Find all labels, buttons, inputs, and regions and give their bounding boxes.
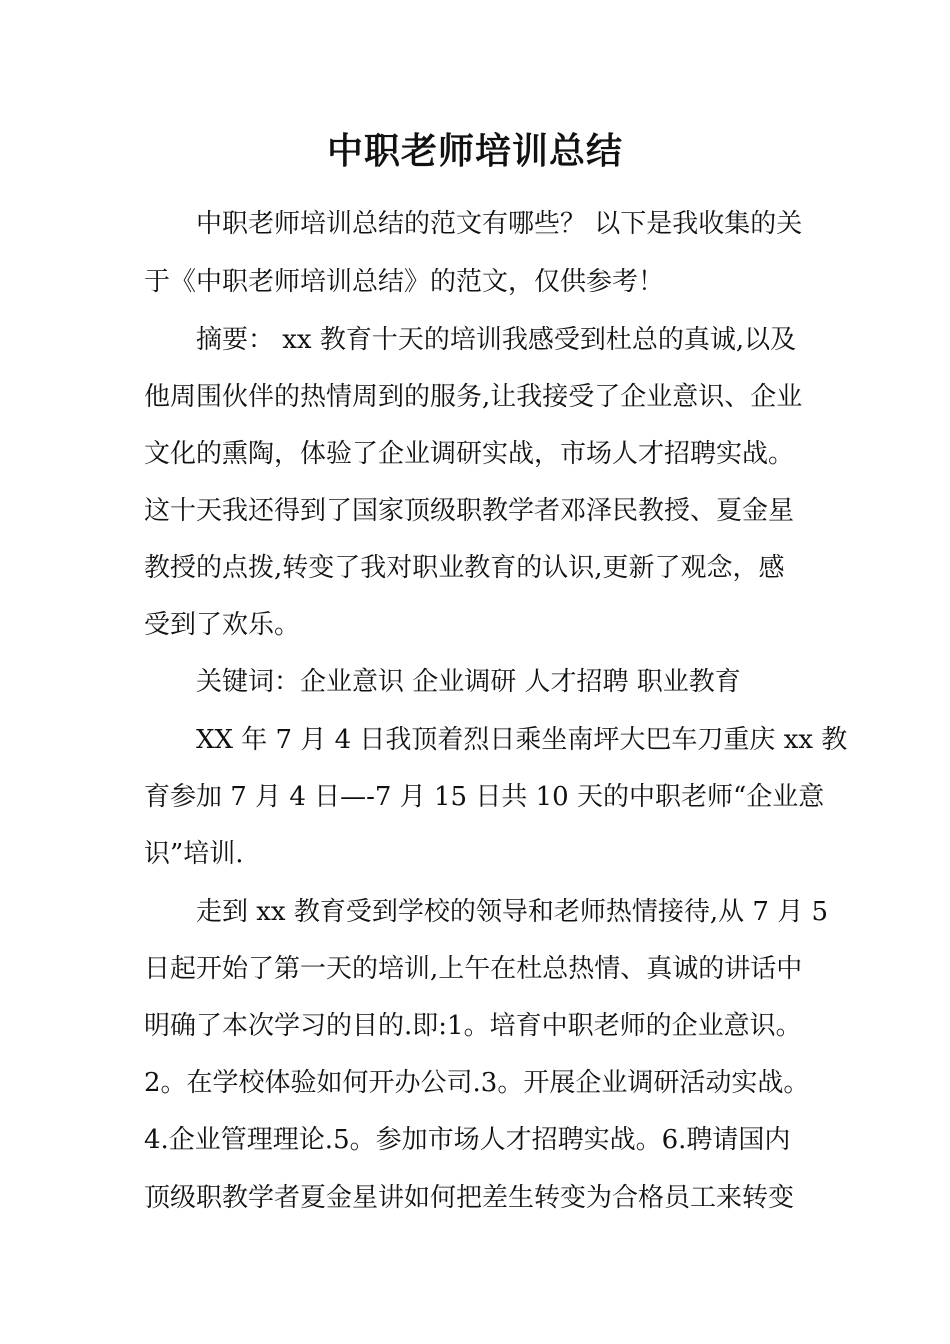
paragraph-line: 摘要： xx 教育十天的培训我感受到杜总的真诚,以及 (196, 325, 797, 355)
keywords-line: 关键词：企业意识 企业调研 人才招聘 职业教育 (196, 667, 741, 697)
paragraph-line: 文化的熏陶，体验了企业调研实战，市场人才招聘实战。 (144, 439, 795, 469)
paragraph-line: 育参加 7 月 4 日—-7 月 15 日共 10 天的中职老师“企业意 (144, 782, 825, 812)
paragraph-line: 受到了欢乐。 (144, 610, 301, 640)
paragraph-line: 走到 xx 教育受到学校的领导和老师热情接待,从 7 月 5 (196, 897, 828, 927)
paragraph-line: 他周围伙伴的热情周到的服务,让我接受了企业意识、企业 (144, 382, 803, 412)
paragraph-line: 识”培训. (144, 839, 244, 869)
paragraph-line: 中职老师培训总结的范文有哪些？ 以下是我收集的关 (196, 209, 803, 239)
paragraph-line: 4.企业管理理论.5。参加市场人才招聘实战。6.聘请国内 (144, 1125, 791, 1155)
document-title: 中职老师培训总结 (326, 131, 623, 172)
paragraph-line: 教授的点拨,转变了我对职业教育的认识,更新了观念，感 (144, 553, 785, 583)
paragraph-line: 这十天我还得到了国家顶级职教学者邓泽民教授、夏金星 (144, 496, 795, 526)
paragraph-line: 明确了本次学习的目的.即:1。培育中职老师的企业意识。 (144, 1011, 802, 1041)
paragraph-line: 2。在学校体验如何开办公司.3。开展企业调研活动实战。 (144, 1068, 810, 1098)
paragraph-line: XX 年 7 月 4 日我顶着烈日乘坐南坪大巴车刀重庆 xx 教 (196, 725, 848, 755)
paragraph-line: 顶级职教学者夏金星讲如何把差生转变为合格员工来转变 (144, 1183, 795, 1213)
paragraph-line: 于《中职老师培训总结》的范文，仅供参考！ (144, 267, 665, 297)
paragraph-line: 日起开始了第一天的培训,上午在杜总热情、真诚的讲话中 (144, 954, 803, 984)
